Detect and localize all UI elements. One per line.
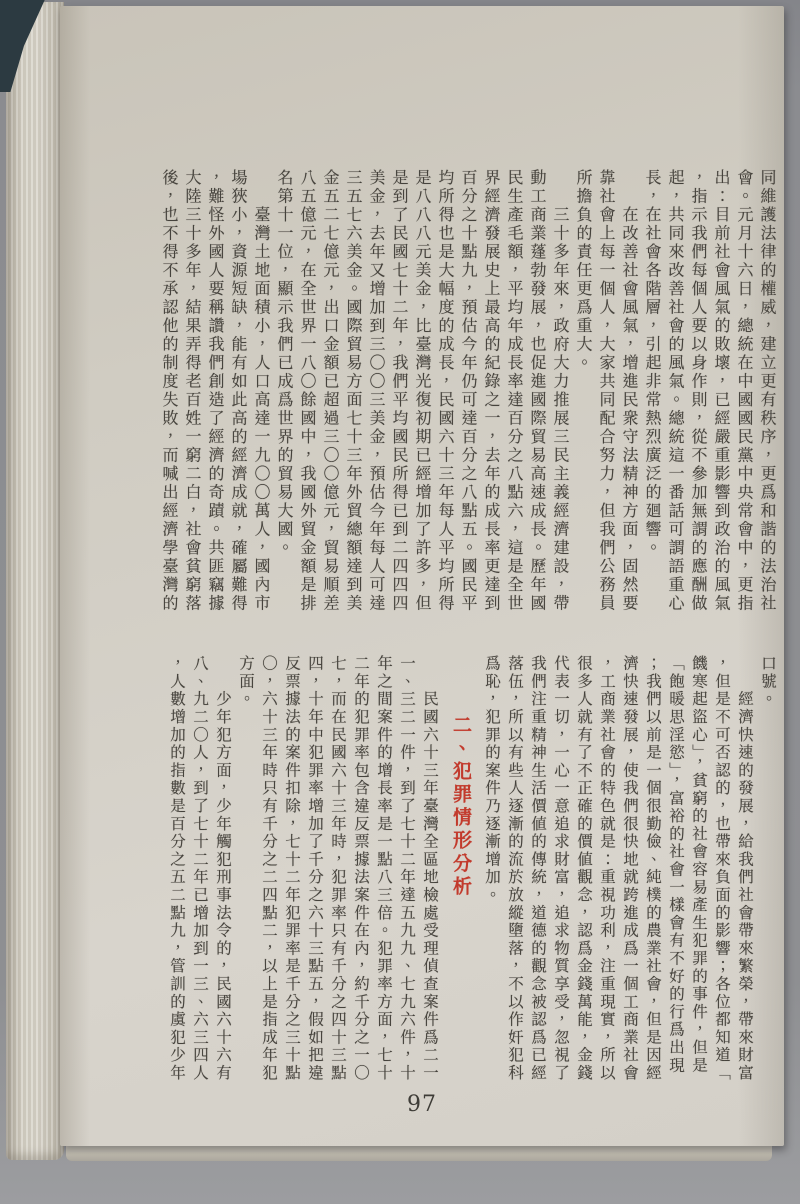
page-number: 97 [407,1092,437,1117]
text-column: 起，共同來改善社會的風氣。總統這一番話可謂語重心 [666,169,685,613]
text-column: 靠社會上每一個人，大家共同配合努力，但我們公務員 [597,169,616,613]
text-column: 民生產毛額，平均年成長率達百分之八點六，這是全世 [505,169,524,613]
text-column: 長，在社會各階層，引起非常熱烈廣泛的廻響。 [643,169,662,558]
text-column: 饑寒起盜心」，貧窮的社會容易產生犯罪的事件，但是 [690,655,708,1075]
text-column: 二年的犯罪率包含違反票據法案件在內，約千分之一〇 [352,655,370,1083]
text-column: 動工商業蓬勃發展，也促進國際貿易高速成長。歷年國 [528,169,547,613]
text-column: 四，十年中犯罪率增加了千分之六十三點五，假如把違 [306,655,324,1083]
text-column: ，但是不可否認的，也帶來負面的影響；各位都知道「 [713,655,731,1083]
text-column: 在改善社會風氣，增進民衆守法精神方面，固然要 [620,169,639,613]
bottom-text-block [165,655,779,1087]
bottom-page-edges [66,1146,772,1161]
top-text-block [158,169,779,614]
text-column: 是到了民國七十二年，我們平均國民所得已到二四四四 [390,169,409,613]
text-column: 民國六十三年臺灣全區地檢處受理偵查案件爲二一 [421,655,439,1083]
text-column: 口號。 [759,655,777,709]
text-column: 名第十一位，顯示我們已成爲世界的貿易大國。 [275,169,294,558]
text-column: 百分之十點九，預估今年仍可達百分之八點五。國民平 [459,169,478,613]
text-column: ，指示我們每個人要以身作則，從不參加無謂的應酬做 [689,169,708,613]
text-column: 反票據法的案件扣除，七十二年犯罪率是千分之三十點 [283,655,301,1083]
text-column: 所擔負的責任更爲重大。 [574,169,593,373]
text-column: 同維護法律的權威，建立更有秩序，更爲和諧的法治社 [758,169,777,613]
text-column: 臺灣土地面積小，人口高達一九〇〇萬人，國內市 [252,169,271,613]
text-column: 我們注重精神生活價値的傳統，道德的觀念被認爲已經 [529,655,547,1083]
text-column: 三十多年來，政府大力推展三民主義經濟建設，帶 [551,169,570,613]
text-column: 代表一切，一心一意追求財富，追求物質享受，忽視了 [552,655,570,1083]
text-column: 爲恥，犯罪的案件乃逐漸增加。 [483,655,501,905]
text-column: 美金，去年又增加到三〇〇三美金，預估今年每人可達 [367,169,386,613]
text-column: 一、三二一件，到了七十二年達五九九、七九六件，十 [398,655,416,1083]
text-column: 〇，六十三年時只有千分之二四點二，以上是指成年犯 [260,655,278,1083]
text-column: 方面。 [237,655,255,709]
text-column: 是八八八元美金，比臺灣光復初期已經增加了許多，但 [413,169,432,613]
text-column: 七，而在民國六十三年時，犯罪率只有千分之四十三點 [329,655,347,1083]
text-column: 後，也不得不承認他的制度失敗，而喊出經濟學臺灣的 [160,169,179,613]
text-column: 界經濟發展史上最高的紀錄之一，去年的成長率更達到 [482,169,501,613]
text-column: 大陸三十多年，結果弄得老百姓一窮二白，社會貧窮落 [183,169,202,613]
text-column: 經濟快速的發展，給我們社會帶來繁榮，帶來財富 [736,655,754,1083]
text-column: 場狹小，資源短缺，能有如此高的經濟成就，確屬難得 [229,169,248,613]
book-page [60,6,784,1146]
spine-page-edges [6,2,64,1160]
text-column: 濟快速發展，使我們很快地就跨進成爲一個工商業社會 [621,655,639,1083]
text-column: 「飽暖思淫慾」，富裕的社會一樣會有不好的行爲出現 [667,655,685,1075]
text-column: 落伍，所以有些人逐漸的流於放縱墮落，不以作奸犯科 [506,655,524,1083]
text-column: 出：目前社會風氣的敗壞，已經嚴重影響到政治的風氣 [712,169,731,613]
text-column: 均所得也是大幅度的成長，民國六十三年每人平均所得 [436,169,455,613]
text-column: ，難怪外國人要稱讚我們創造了經濟的奇蹟。共匪竊據 [206,169,225,613]
text-column: ，人數增加的指數是百分之五二點九，管訓的虞犯少年 [168,655,186,1083]
text-column: 少年犯方面，少年觸犯刑事法令的，民國六十六有 [214,655,232,1083]
text-column: 會。元月十六日，總統在中國國民黨中央常會中，更指 [735,169,754,613]
text-column: 年之間案件的增長率是一點八三倍。犯罪率方面，七十 [375,655,393,1083]
text-column: 八、九二〇人，到了七十二年已增加到一三、六三四人 [191,655,209,1083]
text-column: ，工商業社會的特色就是：重視功利，注重現實，所以 [598,655,616,1083]
text-column: ；我們以前是一個很勤儉、純樸的農業社會，但是因經 [644,655,662,1083]
text-column: 很多人就有了不正確的價値觀念，認爲金錢萬能，金錢 [575,655,593,1083]
text-column: 金五二七億元，出口金額已超過三〇〇億元，貿易順差 [321,169,340,613]
section-heading: 二、犯罪情形分析 [450,715,472,899]
text-column: 三五七六美金。國際貿易方面七十三年外貿總額達到美 [344,169,363,613]
text-column: 八五億元，在全世界一八〇餘國中，我國外貿金額是排 [298,169,317,613]
